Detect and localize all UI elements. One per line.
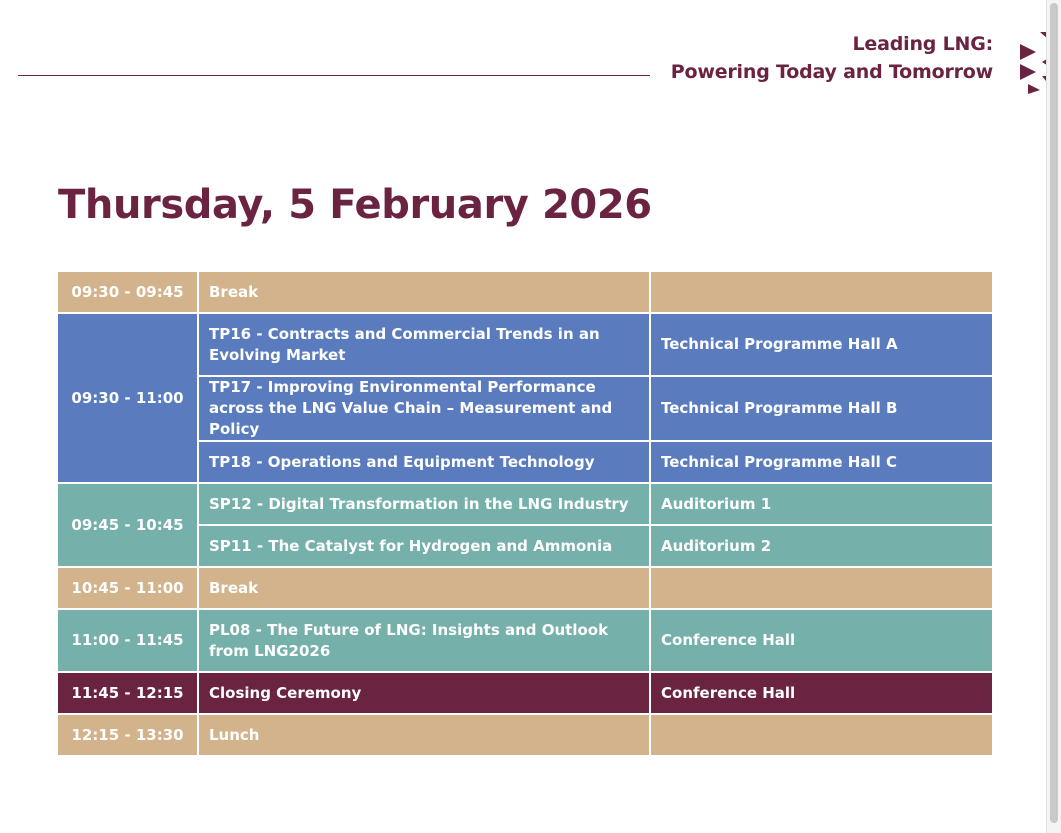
venue-cell: Auditorium 1 <box>650 483 993 525</box>
session-cell: Break <box>198 271 650 313</box>
table-row <box>57 567 993 609</box>
tagline-line-2: Powering Today and Tomorrow <box>670 61 993 83</box>
schedule-table <box>56 270 994 757</box>
time-cell: 09:45 - 10:45 <box>57 483 198 567</box>
time-cell: 12:15 - 13:30 <box>57 714 198 756</box>
page-title: Thursday, 5 February 2026 <box>58 182 652 228</box>
session-cell: PL08 - The Future of LNG: Insights and Outlook from LNG2026 <box>198 609 650 672</box>
venue-cell: Technical Programme Hall B <box>650 376 993 441</box>
time-cell: 11:00 - 11:45 <box>57 609 198 672</box>
table-row <box>57 672 993 714</box>
table-row <box>57 714 993 756</box>
session-cell: Closing Ceremony <box>198 672 650 714</box>
table-row <box>57 441 993 483</box>
header-tagline <box>671 30 993 86</box>
venue-cell <box>650 567 993 609</box>
venue-cell: Technical Programme Hall A <box>650 313 993 376</box>
venue-cell: Conference Hall <box>650 609 993 672</box>
table-row <box>57 609 993 672</box>
venue-cell: Technical Programme Hall C <box>650 441 993 483</box>
venue-cell: Auditorium 2 <box>650 525 993 567</box>
session-cell: Lunch <box>198 714 650 756</box>
session-cell: Break <box>198 567 650 609</box>
session-cell: TP18 - Operations and Equipment Technology <box>198 441 650 483</box>
session-cell: SP12 - Digital Transformation in the LNG Industry <box>198 483 650 525</box>
time-cell: 09:30 - 11:00 <box>57 313 198 483</box>
venue-cell <box>650 714 993 756</box>
scrollbar-thumb[interactable] <box>1050 3 1058 823</box>
table-row <box>57 376 993 441</box>
table-row <box>57 313 993 376</box>
vertical-scrollbar[interactable] <box>1046 0 1061 833</box>
venue-cell <box>650 271 993 313</box>
time-cell: 10:45 - 11:00 <box>57 567 198 609</box>
tagline-line-1: Leading LNG: <box>852 33 993 55</box>
session-cell: TP17 - Improving Environmental Performance across the LNG Value Chain – Measurement and Policy <box>198 376 650 441</box>
time-cell: 11:45 - 12:15 <box>57 672 198 714</box>
header-divider <box>18 75 650 76</box>
table-row <box>57 525 993 567</box>
table-row <box>57 271 993 313</box>
session-cell: SP11 - The Catalyst for Hydrogen and Ammonia <box>198 525 650 567</box>
session-cell: TP16 - Contracts and Commercial Trends in an Evolving Market <box>198 313 650 376</box>
time-cell: 09:30 - 09:45 <box>57 271 198 313</box>
table-row <box>57 483 993 525</box>
venue-cell: Conference Hall <box>650 672 993 714</box>
